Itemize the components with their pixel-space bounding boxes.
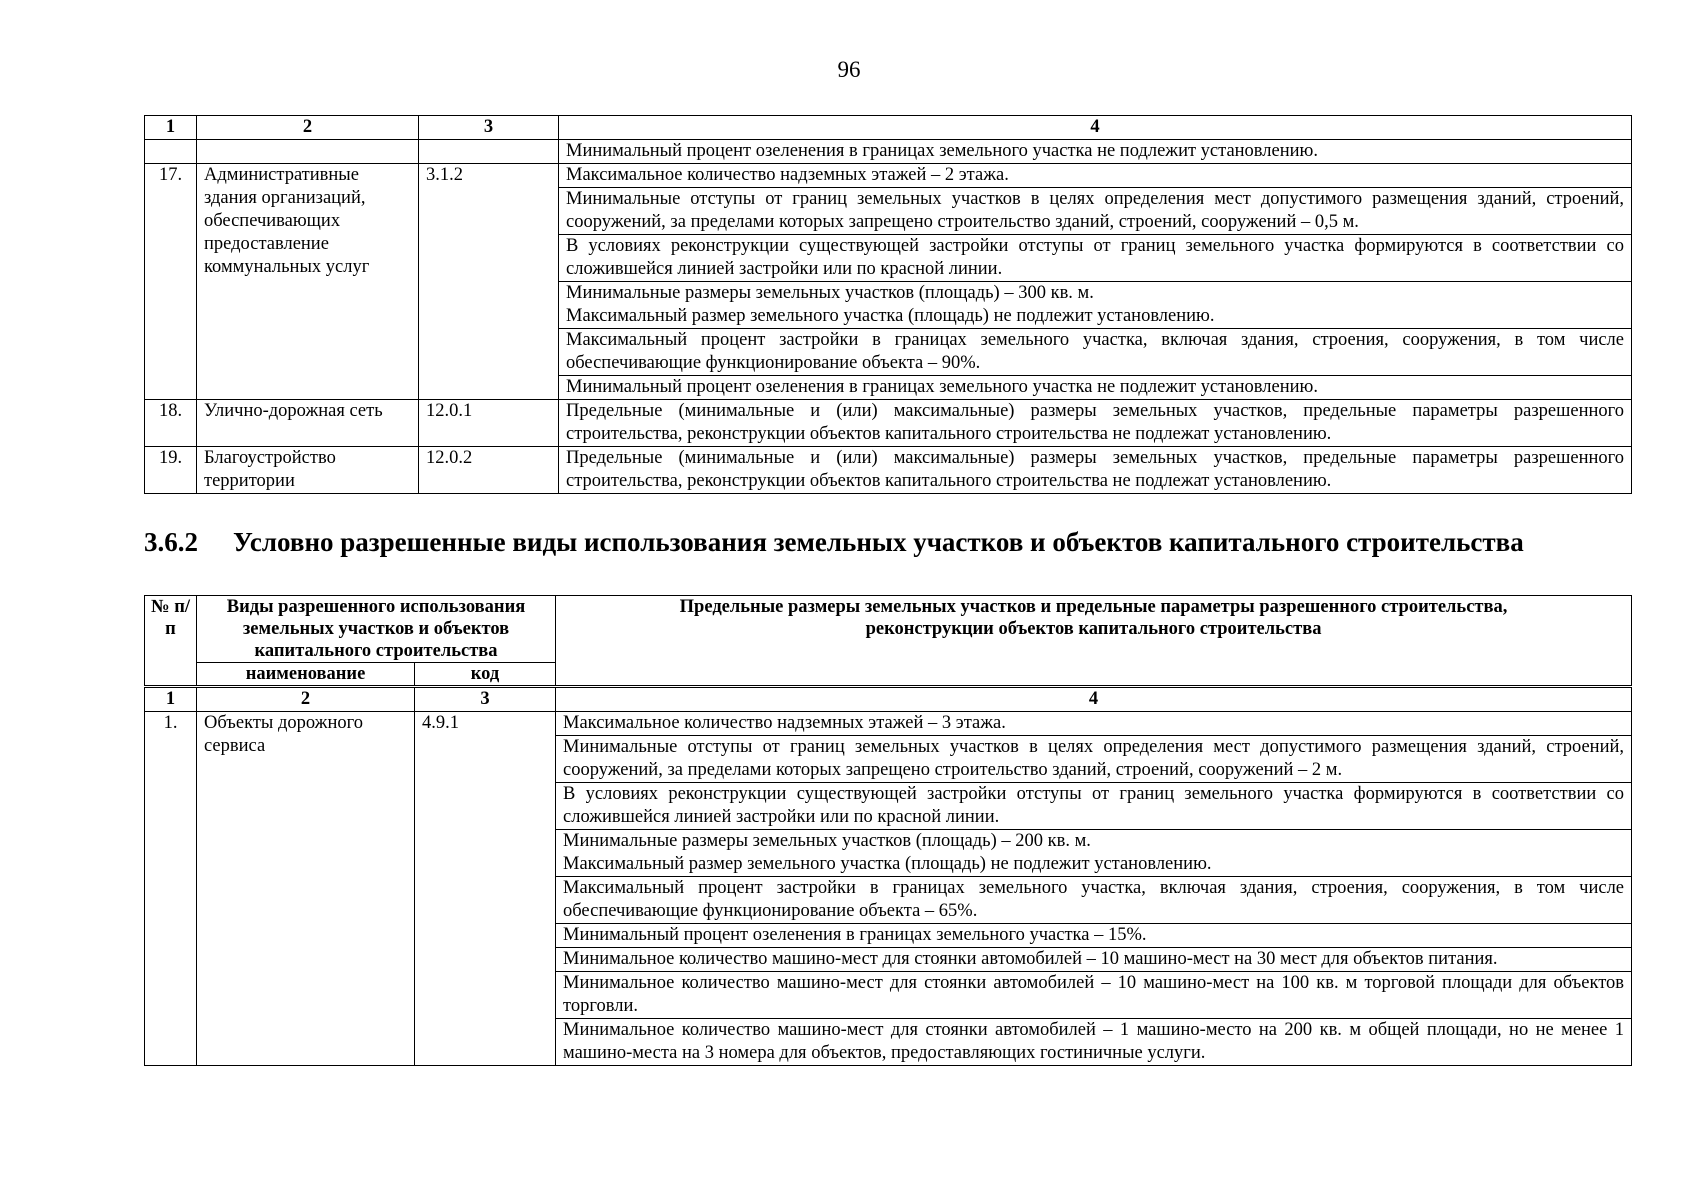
- row-number: 17.: [145, 164, 197, 400]
- column-number-row: [145, 116, 1632, 140]
- use-name: Административные здания организаций, обеспечивающих предоставление коммунальных услуг: [197, 164, 419, 400]
- table-row: [145, 164, 1632, 188]
- row-number: 18.: [145, 400, 197, 447]
- permitted-uses-table-continuation: [144, 115, 1632, 494]
- section-number: 3.6.2: [144, 527, 198, 557]
- param-cell: Минимальные отступы от границ земельных участков в целях определения мест допустимого размещения зданий, строений, сооружений, за пределами которых запрещено строительство зданий, строений, сооружений – 2 м.: [556, 736, 1632, 783]
- header-limits: Предельные размеры земельных участков и предельные параметры разрешенного строительства, реконструкции объектов капитального строительства: [556, 596, 1632, 687]
- param-cell: Минимальное количество машино-мест для стоянки автомобилей – 1 машино-место на 200 кв. м общей площади, но не менее 1 машино-места на 3 номера для объектов, предоставляющих гостиничные услуги.: [556, 1019, 1632, 1066]
- param-cell: Минимальный процент озеленения в границах земельного участка – 15%.: [556, 924, 1632, 948]
- header-kinds: Виды разрешенного использования земельных участков и объектов капитального строительства: [197, 596, 556, 663]
- param-cell: Минимальные размеры земельных участков (площадь) – 200 кв. м. Максимальный размер земельного участка (площадь) не подлежит установлению.: [556, 830, 1632, 877]
- empty-cell: [145, 140, 197, 164]
- column-number-row: [145, 687, 1632, 712]
- param-cell: В условиях реконструкции существующей застройки отступы от границ земельного участка формируются в соответствии со сложившейся линией застройки или по красной линии.: [559, 235, 1632, 282]
- use-code: 4.9.1: [415, 712, 556, 1066]
- table-row-continuation: [145, 140, 1632, 164]
- param-cell: Минимальный процент озеленения в границах земельного участка не подлежит установлению.: [559, 376, 1632, 400]
- column-number: 1: [145, 116, 197, 140]
- page-number: 96: [837, 57, 861, 82]
- param-cell: Максимальный процент застройки в границах земельного участка, включая здания, строения, сооружения, в том числе обеспечивающие функционирование объекта – 90%.: [559, 329, 1632, 376]
- table-header-row: [145, 596, 1632, 663]
- table-row: [145, 447, 1632, 494]
- param-cell: Минимальные отступы от границ земельных участков в целях определения мест допустимого размещения зданий, строений, сооружений, за пределами которых запрещено строительство зданий, строений, сооружений – 0,5 м.: [559, 188, 1632, 235]
- header-num: № п/п: [145, 596, 197, 687]
- header-name: наименование: [197, 663, 415, 687]
- param-cell: Максимальное количество надземных этажей – 3 этажа.: [556, 712, 1632, 736]
- param-cell: Минимальное количество машино-мест для стоянки автомобилей – 10 машино-мест на 100 кв. м торговой площади для объектов торговли.: [556, 972, 1632, 1019]
- conditional-uses-table: [144, 595, 1632, 1066]
- column-number: 2: [197, 687, 415, 712]
- param-cell: В условиях реконструкции существующей застройки отступы от границ земельного участка формируются в соответствии со сложившейся линией застройки или по красной линии.: [556, 783, 1632, 830]
- param-cell: Предельные (минимальные и (или) максимальные) размеры земельных участков, предельные параметры разрешенного строительства, реконструкции объектов капитального строительства не подлежат установлению.: [559, 400, 1632, 447]
- use-code: 12.0.1: [419, 400, 559, 447]
- param-cell: Минимальные размеры земельных участков (площадь) – 300 кв. м. Максимальный размер земельного участка (площадь) не подлежит установлению.: [559, 282, 1632, 329]
- use-code: 12.0.2: [419, 447, 559, 494]
- column-number: 1: [145, 687, 197, 712]
- table-row: [145, 712, 1632, 736]
- row-number: 19.: [145, 447, 197, 494]
- row-number: 1.: [145, 712, 197, 1066]
- column-number: 4: [559, 116, 1632, 140]
- column-number: 3: [419, 116, 559, 140]
- section-heading: [144, 526, 1524, 558]
- param-cell: Максимальный процент застройки в границах земельного участка, включая здания, строения, сооружения, в том числе обеспечивающие функционирование объекта – 65%.: [556, 877, 1632, 924]
- use-name: Улично-дорожная сеть: [197, 400, 419, 447]
- header-code: код: [415, 663, 556, 687]
- column-number: 3: [415, 687, 556, 712]
- section-title: Условно разрешенные виды использования земельных участков и объектов капитального строительства: [233, 527, 1524, 557]
- empty-cell: [419, 140, 559, 164]
- param-cell: Минимальный процент озеленения в границах земельного участка не подлежит установлению.: [559, 140, 1632, 164]
- column-number: 2: [197, 116, 419, 140]
- use-code: 3.1.2: [419, 164, 559, 400]
- empty-cell: [197, 140, 419, 164]
- use-name: Благоустройство территории: [197, 447, 419, 494]
- use-name: Объекты дорожного сервиса: [197, 712, 415, 1066]
- param-cell: Минимальное количество машино-мест для стоянки автомобилей – 10 машино-мест на 30 мест для объектов питания.: [556, 948, 1632, 972]
- table-row: [145, 400, 1632, 447]
- column-number: 4: [556, 687, 1632, 712]
- param-cell: Максимальное количество надземных этажей – 2 этажа.: [559, 164, 1632, 188]
- param-cell: Предельные (минимальные и (или) максимальные) размеры земельных участков, предельные параметры разрешенного строительства, реконструкции объектов капитального строительства не подлежат установлению.: [559, 447, 1632, 494]
